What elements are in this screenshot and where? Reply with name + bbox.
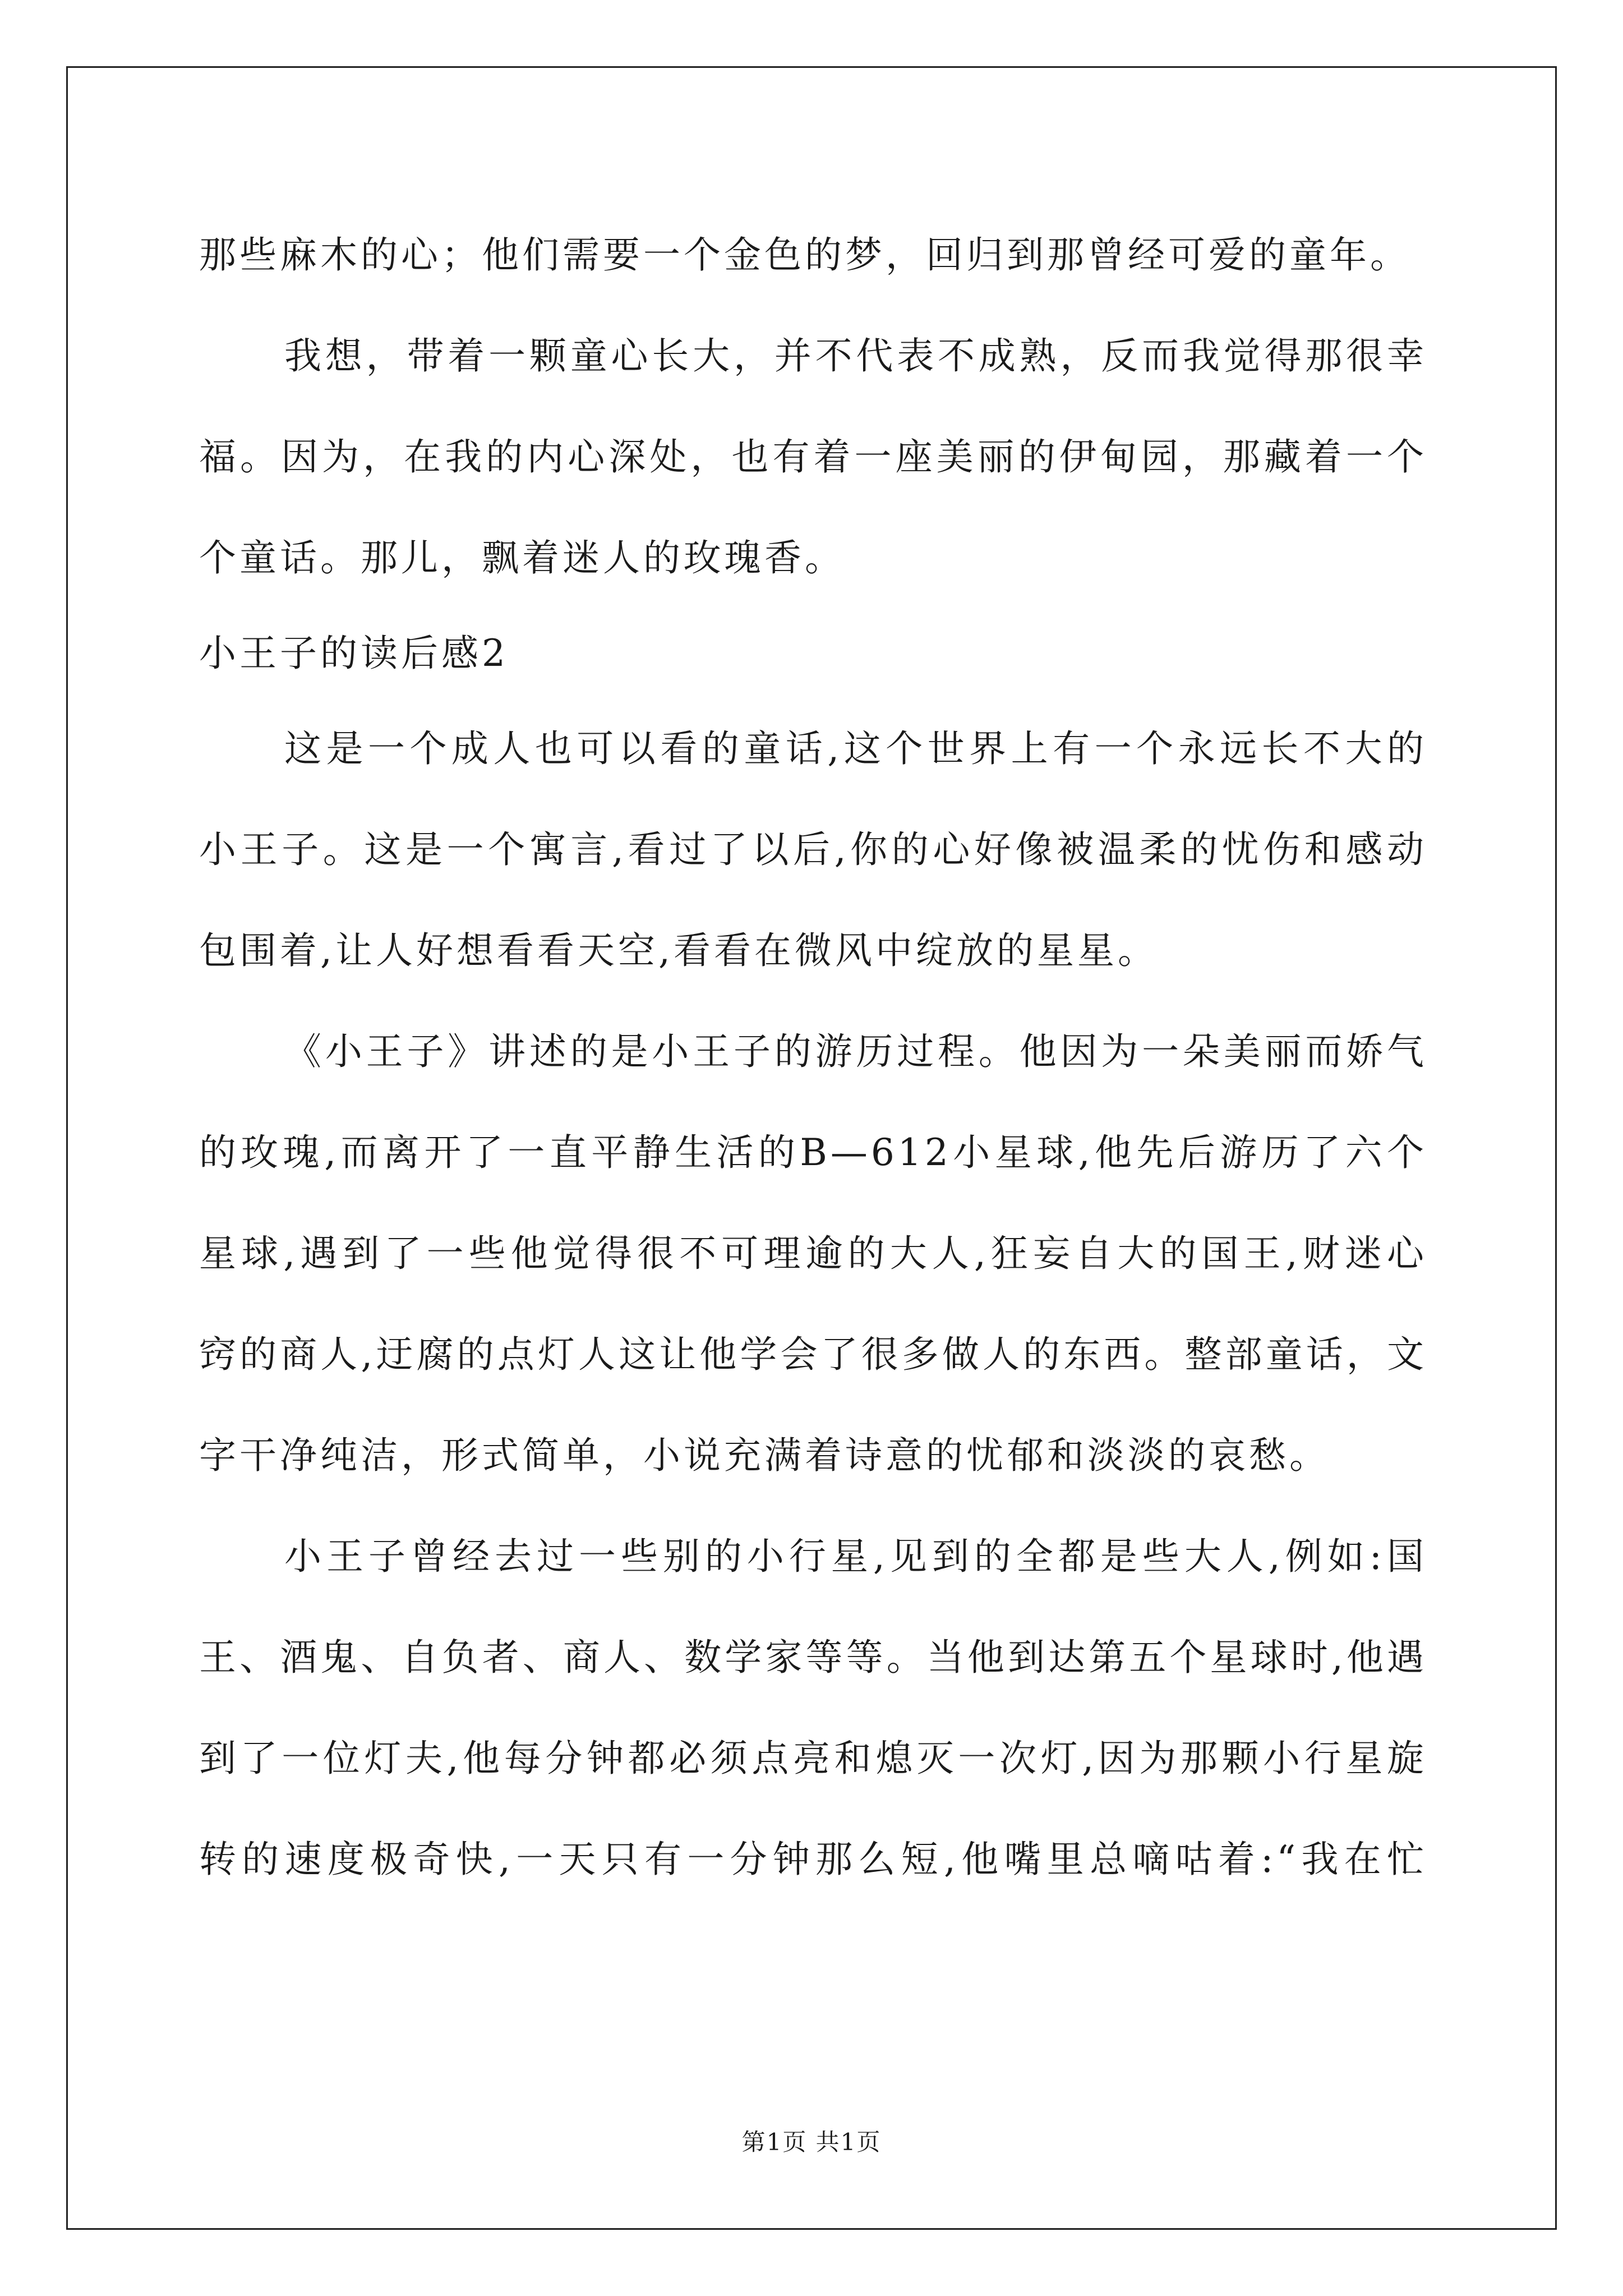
text-line: 窍的商人,迂腐的点灯人这让他学会了很多做人的东西。整部童话，文 xyxy=(199,1333,1427,1376)
text-line: 到了一位灯夫,他每分钟都必须点亮和熄灭一次灯,因为那颗小行星旋 xyxy=(199,1737,1427,1780)
document-body xyxy=(199,205,1427,1910)
section-heading: 小王子的读后感2 xyxy=(199,632,509,675)
page-footer: 第1页 共1页 xyxy=(741,2128,882,2156)
text-line: 的玫瑰,而离开了一直平静生活的B—612小星球,他先后游历了六个 xyxy=(199,1131,1427,1174)
text-line: 包围着,让人好想看看天空,看看在微风中绽放的星星。 xyxy=(199,929,1158,972)
text-line: 《小王子》讲述的是小王子的游历过程。他因为一朵美丽而娇气 xyxy=(284,1030,1427,1073)
text-line: 字干净纯洁，形式简单，小说充满着诗意的忧郁和淡淡的哀愁。 xyxy=(199,1434,1330,1477)
text-line: 个童话。那儿，飘着迷人的玫瑰香。 xyxy=(199,536,845,579)
text-line: 小王子。这是一个寓言,看过了以后,你的心好像被温柔的忧伤和感动 xyxy=(199,828,1427,871)
text-line: 那些麻木的心；他们需要一个金色的梦，回归到那曾经可爱的童年。 xyxy=(199,233,1410,277)
text-line: 星球,遇到了一些他觉得很不可理逾的大人,狂妄自大的国王,财迷心 xyxy=(199,1232,1427,1275)
text-line: 这是一个成人也可以看的童话,这个世界上有一个永远长不大的 xyxy=(284,727,1427,770)
text-line: 小王子曾经去过一些别的小行星,见到的全都是些大人,例如:国 xyxy=(284,1535,1427,1578)
text-line: 我想，带着一颗童心长大，并不代表不成熟，反而我觉得那很幸 xyxy=(284,334,1427,378)
text-line: 福。因为，在我的内心深处，也有着一座美丽的伊甸园，那藏着一个 xyxy=(199,435,1427,478)
text-line: 转的速度极奇快,一天只有一分钟那么短,他嘴里总嘀咕着:“我在忙 xyxy=(199,1838,1427,1881)
text-line: 王、酒鬼、自负者、商人、数学家等等。当他到达第五个星球时,他遇 xyxy=(199,1636,1427,1679)
